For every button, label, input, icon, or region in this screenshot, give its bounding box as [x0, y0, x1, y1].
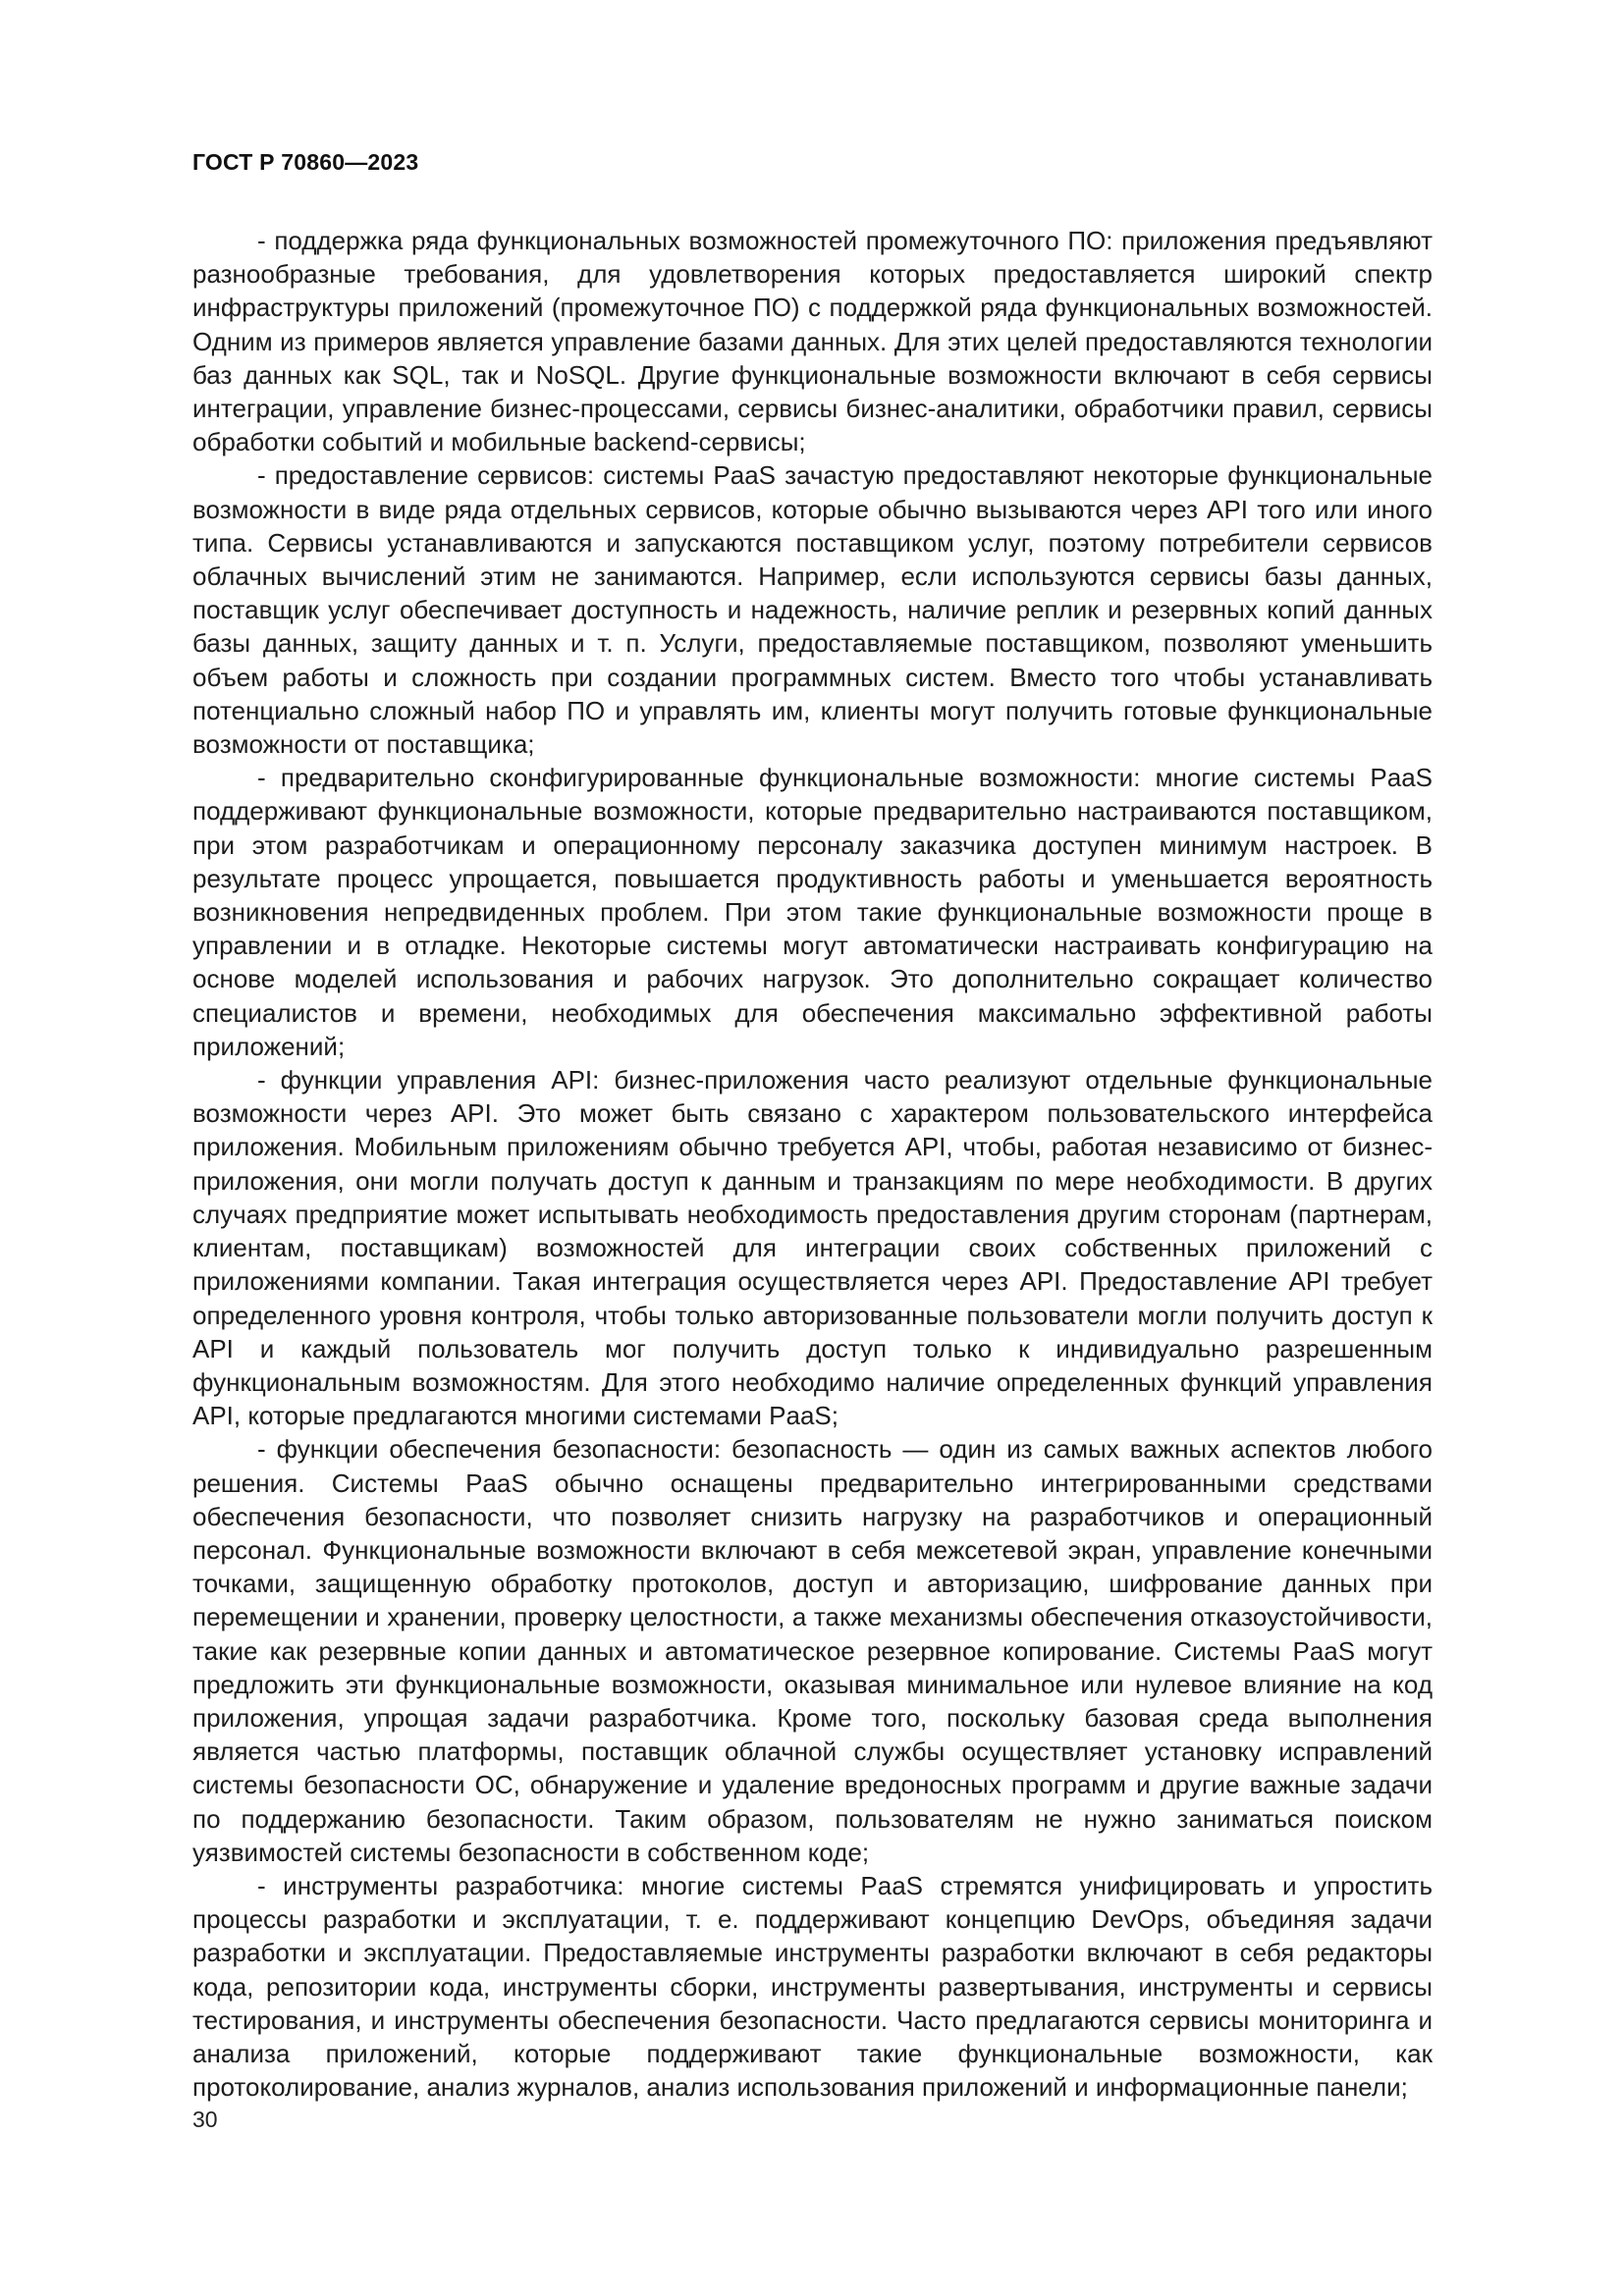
paragraph-preconfigured-features: - предварительно сконфигурированные функциональные возможности: многие системы PaaS поддерживают функциональные возможности, которые предварительно настраиваются поставщиком, при этом разработчикам и операционному персоналу заказчика доступен минимум настроек. В результате процесс упрощается, повышается продуктивность работы и уменьшается вероятность возникновения непредвиденных проблем. При этом такие функциональные возможности проще в управлении и в отладке. Некоторые системы могут автоматически настраивать конфигурацию на основе моделей использования и рабочих нагрузок. Это дополнительно сокращает количество специалистов и времени, необходимых для обеспечения максимально эффективной работы приложений; [192, 763, 1433, 1061]
paragraph-middleware-support: - поддержка ряда функциональных возможностей промежуточного ПО: приложения предъявляют разнообразные требования, для удовлетворения которых предоставляется широкий спектр инфраструктуры приложений (промежуточное ПО) с поддержкой ряда функциональных возможностей. Одним из примеров является управление базами данных. Для этих целей предоставляются технологии баз данных как SQL, так и NoSQL. Другие функциональные возможности включают в себя сервисы интеграции, управление бизнес-процессами, сервисы бизнес-аналитики, обработчики правил, сервисы обработки событий и мобильные backend-сервисы; [192, 226, 1433, 457]
standard-designation-header: ГОСТ Р 70860—2023 [192, 149, 419, 175]
page-number: 30 [192, 2107, 218, 2132]
paragraph-api-management: - функции управления API: бизнес-приложения часто реализуют отдельные функциональные возможности через API. Это может быть связано с характером пользовательского интерфейса приложения. Мобильным приложениям обычно требуется API, чтобы, работая независимо от бизнес-приложения, они могли получать доступ к данным и транзакциям по мере необходимости. В других случаях предприятие может испытывать необходимость предоставления другим сторонам (партнерам, клиентам, поставщикам) возможностей для интеграции своих собственных приложений с приложениями компании. Такая интеграция осуществляется через API. Предоставление API требует определенного уровня контроля, чтобы только авторизованные пользователи могли получить доступ к API и каждый пользователь мог получить доступ только к индивидуально разрешенным функциональным возможностям. Для этого необходимо наличие определенных функций управления API, которые предлагаются многими системами PaaS; [192, 1065, 1433, 1431]
paragraph-service-provision: - предоставление сервисов: системы PaaS зачастую предоставляют некоторые функциональные возможности в виде ряда отдельных сервисов, которые обычно вызываются через API того или иного типа. Сервисы устанавливаются и запускаются поставщиком услуг, поэтому потребители сервисов облачных вычислений этим не занимаются. Например, если используются сервисы базы данных, поставщик услуг обеспечивает доступность и надежность, наличие реплик и резервных копий данных базы данных, защиту данных и т. п. Услуги, предоставляемые поставщиком, позволяют уменьшить объем работы и сложность при создании программных систем. Вместо того чтобы устанавливать потенциально сложный набор ПО и управлять им, клиенты могут получить готовые функциональные возможности от поставщика; [192, 460, 1433, 760]
body-text [192, 224, 1433, 2104]
paragraph-security-functions: - функции обеспечения безопасности: безопасность — один из самых важных аспектов любого решения. Системы PaaS обычно оснащены предварительно интегрированными средствами обеспечения безопасности, что позволяет снизить нагрузку на разработчиков и операционный персонал. Функциональные возможности включают в себя межсетевой экран, управление конечными точками, защищенную обработку протоколов, доступ и авторизацию, шифрование данных при перемещении и хранении, проверку целостности, а также механизмы обеспечения отказоустойчивости, такие как резервные копии данных и автоматическое резервное копирование. Системы PaaS могут предложить эти функциональные возможности, оказывая минимальное или нулевое влияние на код приложения, упрощая задачи разработчика. Кроме того, поскольку базовая среда выполнения является частью платформы, поставщик облачной службы осуществляет установку исправлений системы безопасности ОС, обнаружение и удаление вредоносных программ и другие важные задачи по поддержанию безопасности. Таким образом, пользователям не нужно заниматься поиском уязвимостей системы безопасности в собственном коде; [192, 1434, 1433, 1867]
paragraph-developer-tools: - инструменты разработчика: многие системы PaaS стремятся унифицировать и упростить процессы разработки и эксплуатации, т. е. поддерживают концепцию DevOps, объединяя задачи разработки и эксплуатации. Предоставляемые инструменты разработки включают в себя редакторы кода, репозитории кода, инструменты сборки, инструменты развертывания, инструменты и сервисы тестирования, и инструменты обеспечения безопасности. Часто предлагаются сервисы мониторинга и анализа приложений, которые поддерживают такие функциональные возможности, как протоколирование, анализ журналов, анализ использования приложений и информационные панели; [192, 1870, 1433, 2103]
